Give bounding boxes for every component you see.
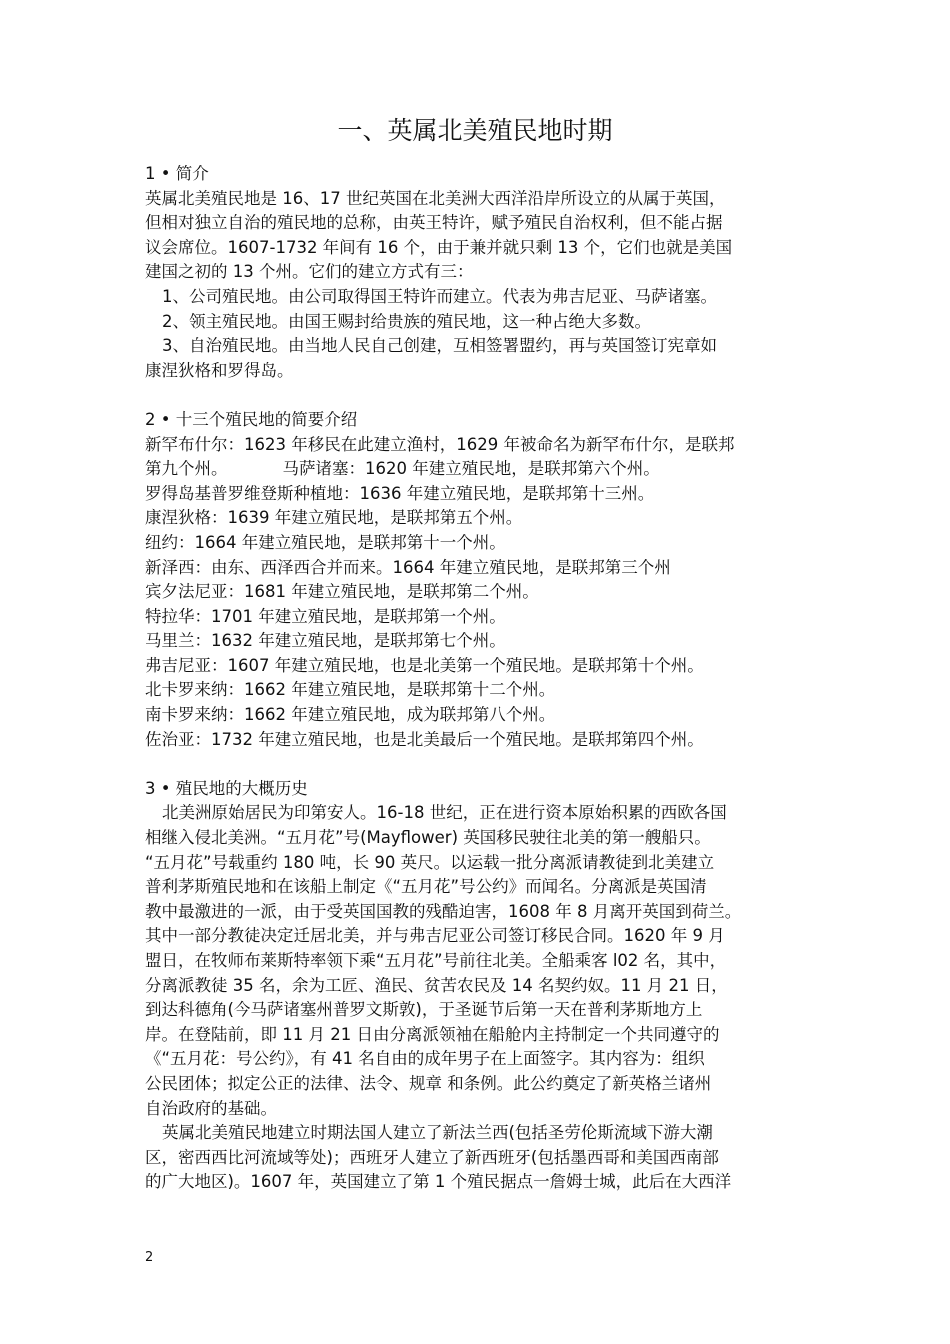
paragraph-line: 普利茅斯殖民地和在该船上制定《“五月花”号公约》而闻名。分离派是英国清 [145, 877, 707, 897]
colony-entry: 新泽西：由东、西泽西合并而来。1664 年建立殖民地，是联邦第三个州 [145, 557, 671, 577]
page-number: 2 [145, 1250, 154, 1265]
colony-entry: 佐治亚：1732 年建立殖民地，也是北美最后一个殖民地。是联邦第四个州。 [145, 729, 704, 749]
paragraph-line: 区，密西西比河流域等处)；西班牙人建立了新西班牙(包括墨西哥和美国西南部 [145, 1147, 719, 1167]
colony-entry: 马里兰：1632 年建立殖民地，是联邦第七个州。 [145, 631, 506, 651]
paragraph-line: 到达科德角(今马萨诸塞州普罗文斯敦)，于圣诞节后第一天在普利茅斯地方上 [145, 1000, 703, 1020]
section-heading-intro: 1 • 简介 [145, 164, 209, 183]
paragraph-line: 岸。在登陆前，即 11 月 21 日由分离派领袖在船舱内主持制定一个共同遵守的 [145, 1024, 720, 1044]
paragraph-line: 议会席位。1607-1732 年间有 16 个，由于兼并就只剩 13 个，它们也就是美国 [145, 237, 733, 257]
section-heading-colonies: 2 • 十三个殖民地的简要介绍 [145, 409, 358, 429]
list-item-proprietary-colony: 2、领主殖民地。由国王赐封给贵族的殖民地，这一种占绝大多数。 [162, 311, 651, 331]
paragraph-line: 英属北美殖民地建立时期法国人建立了新法兰西(包括圣劳伦斯流域下游大潮 [162, 1123, 713, 1143]
spacer [145, 752, 810, 777]
paragraph-line: 相继入侵北美洲。“五月花”号(Mayflower) 英国移民驶往北美的第一艘船只。 [145, 828, 711, 848]
paragraph-line: 盟日，在牧师布莱斯特率领下乘“五月花”号前往北美。全船乘客 l02 名，其中， [145, 951, 727, 970]
colony-entry: 新罕布什尔：1623 年移民在此建立渔村，1629 年被命名为新罕布什尔，是联邦 [145, 434, 735, 454]
colony-entry: 北卡罗来纳：1662 年建立殖民地，是联邦第十二个州。 [145, 680, 556, 700]
spacer [145, 383, 810, 408]
paragraph-line: 分离派教徒 35 名，余为工匠、渔民、贫苦农民及 14 名契约奴。11 月 21 日， [145, 975, 728, 995]
document-body [145, 162, 810, 1195]
colony-entry: 罗得岛基普罗维登斯种植地：1636 年建立殖民地，是联邦第十三州。 [145, 483, 655, 503]
paragraph-line: 《“五月花：号公约》，有 41 名自由的成年男子在上面签字。其内容为：组织 [145, 1049, 705, 1069]
list-item-company-colony: 1、公司殖民地。由公司取得国王特许而建立。代表为弗吉尼亚、马萨诸塞。 [162, 286, 717, 306]
colony-entry: 特拉华：1701 年建立殖民地，是联邦第一个州。 [145, 606, 506, 626]
paragraph-line: 康涅狄格和罗得岛。 [145, 360, 294, 380]
paragraph-line: 自治政府的基础。 [145, 1098, 277, 1118]
paragraph-line: 英属北美殖民地是 16、17 世纪英国在北美洲大西洋沿岸所设立的从属于英国， [145, 188, 726, 208]
paragraph-line: 教中最激进的一派，由于受英国国教的残酷迫害，1608 年 8 月离开英国到荷兰。 [145, 901, 742, 921]
colony-entry: 弗吉尼亚：1607 年建立殖民地，也是北美第一个殖民地。是联邦第十个州。 [145, 655, 704, 675]
colony-entry: 南卡罗来纳：1662 年建立殖民地，成为联邦第八个州。 [145, 705, 556, 725]
colony-entry: 宾夕法尼亚：1681 年建立殖民地，是联邦第二个州。 [145, 582, 539, 602]
colony-entry [145, 457, 810, 482]
colony-entry-massachusetts: 马萨诸塞：1620 年建立殖民地，是联邦第六个州。 [282, 459, 660, 479]
paragraph-line: 公民团体；拟定公正的法律、法令、规章 和条例。此公约奠定了新英格兰诸州 [145, 1073, 712, 1093]
paragraph-line: 其中一部分教徒决定迁居北美，并与弗吉尼亚公司签订移民合同。1620 年 9 月 [145, 926, 725, 946]
colony-entry: 纽约：1664 年建立殖民地，是联邦第十一个州。 [145, 532, 506, 552]
page-title: 一、英属北美殖民地时期 [337, 116, 613, 145]
paragraph-line: 建国之初的 13 个州。它们的建立方式有三： [145, 262, 474, 282]
paragraph-line: 的广大地区)。1607 年，英国建立了第 1 个殖民据点一詹姆士城，此后在大西洋 [145, 1172, 732, 1192]
section-heading-history: 3 • 殖民地的大概历史 [145, 778, 308, 798]
colony-entry: 康涅狄格：1639 年建立殖民地，是联邦第五个州。 [145, 508, 523, 528]
paragraph-line: 北美洲原始居民为印第安人。16-18 世纪，正在进行资本原始积累的西欧各国 [162, 803, 727, 823]
colony-entry-continuation: 第九个州。 [145, 459, 228, 479]
paragraph-line: “五月花”号载重约 180 吨，长 90 英尺。以运载一批分离派请教徒到北美建立 [145, 852, 715, 872]
paragraph-line: 但相对独立自治的殖民地的总称，由英王特许，赋予殖民自治权利，但不能占据 [145, 213, 723, 233]
list-item-self-governing-colony: 3、自治殖民地。由当地人民自己创建，互相签署盟约，再与英国签订宪章如 [162, 336, 717, 356]
